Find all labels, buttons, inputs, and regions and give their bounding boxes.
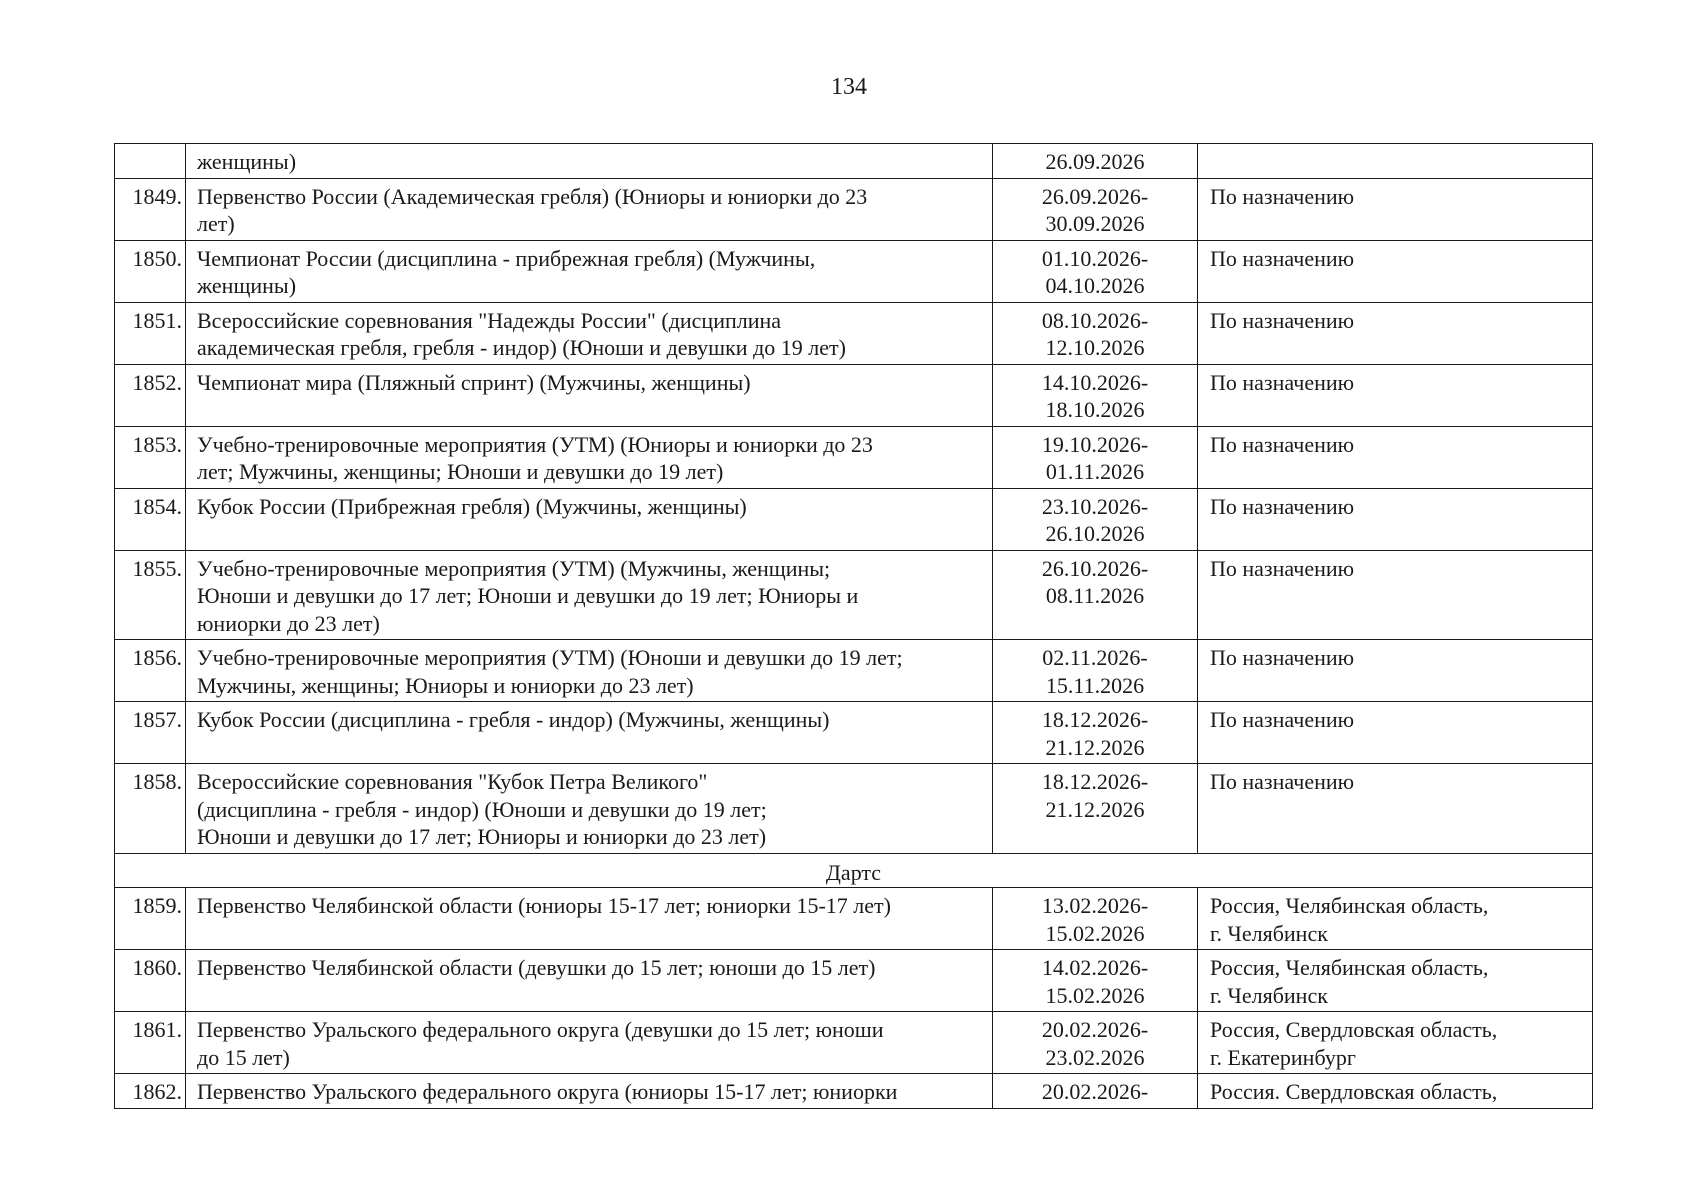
event-place-line: Россия. Свердловская область,	[1210, 1079, 1498, 1104]
event-name	[186, 1074, 993, 1109]
event-place-line: По назначению	[1210, 431, 1355, 457]
event-name	[186, 764, 993, 854]
event-place-line: По назначению	[1210, 645, 1355, 670]
event-number: 1853.	[115, 426, 186, 488]
table-row	[115, 1074, 1593, 1109]
event-name-line: Первенство России (Академическая гребля) (Юниоры и юниорки до 23	[197, 183, 868, 209]
event-dates-line: 01.10.2026-	[1041, 245, 1149, 271]
event-number: 1860.	[115, 950, 186, 1012]
event-place-line: г. Челябинск	[1210, 920, 1328, 946]
event-place	[1198, 488, 1593, 550]
event-place-line: По назначению	[1210, 183, 1355, 209]
event-dates-line: 26.10.2026-	[1041, 555, 1149, 581]
event-number	[115, 144, 186, 179]
event-place-line: Россия, Свердловская область,	[1210, 1017, 1498, 1042]
event-dates-line: 26.10.2026	[1045, 521, 1145, 546]
table-row	[115, 302, 1593, 364]
event-place	[1198, 1074, 1593, 1109]
event-name-line: Всероссийские соревнования "Кубок Петра Великого"	[197, 769, 708, 794]
event-name-line: Юноши и девушки до 17 лет; Юниоры и юниорки до 23 лет)	[197, 824, 767, 849]
event-dates	[993, 144, 1198, 179]
event-name-line: Чемпионат мира (Пляжный спринт) (Мужчины, женщины)	[197, 369, 751, 395]
event-place	[1198, 764, 1593, 854]
event-dates-line: 15.02.2026	[1045, 982, 1145, 1008]
event-dates-line: 13.02.2026-	[1041, 893, 1149, 918]
event-number: 1851.	[115, 302, 186, 364]
event-dates-line: 04.10.2026	[1045, 273, 1145, 298]
event-dates	[993, 950, 1198, 1012]
section-header-row	[115, 853, 1593, 888]
event-dates	[993, 178, 1198, 240]
event-name-line: Мужчины, женщины; Юниоры и юниорки до 23 лет)	[197, 672, 694, 698]
table-row	[115, 488, 1593, 550]
event-name-line: Кубок России (дисциплина - гребля - индор) (Мужчины, женщины)	[197, 707, 830, 732]
event-dates-line: 30.09.2026	[1045, 211, 1145, 236]
event-dates	[993, 364, 1198, 426]
event-place-line: По назначению	[1210, 707, 1355, 732]
event-dates-line: 14.10.2026-	[1041, 369, 1149, 395]
event-name-line: Учебно-тренировочные мероприятия (УТМ) (Юниоры и юниорки до 23	[197, 431, 873, 457]
event-dates-line: 20.02.2026-	[1041, 1079, 1149, 1104]
event-place-line: г. Челябинск	[1210, 982, 1328, 1008]
table-row	[115, 550, 1593, 640]
event-dates	[993, 240, 1198, 302]
event-name-line: лет)	[197, 211, 235, 236]
event-number: 1858.	[115, 764, 186, 854]
event-dates-line: 26.09.2026	[1045, 149, 1145, 174]
event-name-line: Юноши и девушки до 17 лет; Юноши и девушки до 19 лет; Юниоры и	[197, 583, 859, 608]
event-place-line: По назначению	[1210, 769, 1355, 794]
event-name-line: до 15 лет)	[197, 1044, 290, 1070]
event-place	[1198, 144, 1593, 179]
event-dates-line: 02.11.2026-	[1042, 645, 1148, 670]
event-number: 1862.	[115, 1074, 186, 1109]
event-dates	[993, 764, 1198, 854]
event-dates-line: 26.09.2026-	[1041, 183, 1149, 209]
event-place	[1198, 178, 1593, 240]
event-number: 1850.	[115, 240, 186, 302]
event-dates	[993, 302, 1198, 364]
event-name-line: академическая гребля, гребля - индор) (Юноши и девушки до 19 лет)	[197, 335, 846, 360]
event-place-line: По назначению	[1210, 307, 1355, 333]
event-dates-line: 01.11.2026	[1045, 459, 1145, 484]
event-number: 1849.	[115, 178, 186, 240]
event-name-line: Первенство Челябинской области (девушки до 15 лет; юноши до 15 лет)	[197, 955, 876, 980]
event-dates-line: 19.10.2026-	[1041, 431, 1149, 457]
event-name	[186, 888, 993, 950]
event-name-line: Чемпионат России (дисциплина - прибрежная гребля) (Мужчины,	[197, 245, 816, 271]
event-name-line: юниорки до 23 лет)	[197, 610, 380, 636]
event-place	[1198, 640, 1593, 702]
table-row	[115, 640, 1593, 702]
event-name	[186, 240, 993, 302]
event-number: 1856.	[115, 640, 186, 702]
event-name	[186, 702, 993, 764]
event-dates	[993, 550, 1198, 640]
table-row	[115, 240, 1593, 302]
event-dates-line: 20.02.2026-	[1041, 1017, 1149, 1042]
event-number: 1861.	[115, 1012, 186, 1074]
event-name	[186, 426, 993, 488]
event-place-line: Россия, Челябинская область,	[1210, 955, 1489, 980]
event-place	[1198, 426, 1593, 488]
event-dates-line: 18.12.2026-	[1041, 707, 1149, 732]
event-dates-line: 23.10.2026-	[1041, 493, 1149, 519]
event-number: 1859.	[115, 888, 186, 950]
event-name-line: Первенство Челябинской области (юниоры 15-17 лет; юниорки 15-17 лет)	[197, 893, 891, 918]
section-title: Дартс	[115, 853, 1593, 888]
event-name-line: лет; Мужчины, женщины; Юноши и девушки до 19 лет)	[197, 459, 724, 484]
page-number: 134	[831, 74, 867, 100]
table-row	[115, 1012, 1593, 1074]
event-dates	[993, 640, 1198, 702]
event-name	[186, 144, 993, 179]
event-name-line: Учебно-тренировочные мероприятия (УТМ) (Юноши и девушки до 19 лет;	[197, 645, 903, 670]
event-name-line: женщины)	[197, 273, 297, 298]
event-number: 1857.	[115, 702, 186, 764]
event-number: 1855.	[115, 550, 186, 640]
table-row	[115, 364, 1593, 426]
table-row	[115, 426, 1593, 488]
event-dates	[993, 1074, 1198, 1109]
event-dates-line: 08.10.2026-	[1041, 307, 1149, 333]
table-row	[115, 144, 1593, 179]
event-name-line: Первенство Уральского федерального округа (юниоры 15-17 лет; юниорки	[197, 1079, 898, 1104]
event-number: 1854.	[115, 488, 186, 550]
event-dates-line: 12.10.2026	[1045, 335, 1145, 360]
event-place-line: По назначению	[1210, 245, 1355, 271]
event-place-line: Россия, Челябинская область,	[1210, 893, 1489, 918]
event-name	[186, 640, 993, 702]
event-dates	[993, 488, 1198, 550]
event-place-line: г. Екатеринбург	[1210, 1044, 1356, 1070]
event-place	[1198, 950, 1593, 1012]
event-dates	[993, 1012, 1198, 1074]
event-dates-line: 23.02.2026	[1045, 1044, 1145, 1070]
event-dates-line: 18.12.2026-	[1041, 769, 1149, 794]
event-dates-line: 21.12.2026	[1045, 734, 1145, 760]
event-name-line: Учебно-тренировочные мероприятия (УТМ) (Мужчины, женщины;	[197, 555, 831, 581]
table-row	[115, 702, 1593, 764]
events-table	[114, 143, 1593, 1109]
event-dates	[993, 702, 1198, 764]
event-place	[1198, 550, 1593, 640]
event-dates-line: 21.12.2026	[1045, 796, 1145, 822]
event-name	[186, 1012, 993, 1074]
event-name-line: Всероссийские соревнования "Надежды России" (дисциплина	[197, 307, 782, 333]
event-dates-line: 18.10.2026	[1045, 397, 1145, 422]
event-dates	[993, 888, 1198, 950]
event-name-line: Кубок России (Прибрежная гребля) (Мужчины, женщины)	[197, 493, 747, 519]
event-place-line: По назначению	[1210, 369, 1355, 395]
event-dates	[993, 426, 1198, 488]
event-name-line: женщины)	[197, 149, 297, 174]
table-row	[115, 764, 1593, 854]
event-name-line: Первенство Уральского федерального округа (девушки до 15 лет; юноши	[197, 1017, 884, 1042]
event-name	[186, 488, 993, 550]
event-name	[186, 550, 993, 640]
event-place	[1198, 364, 1593, 426]
table-row	[115, 950, 1593, 1012]
event-number: 1852.	[115, 364, 186, 426]
event-name	[186, 302, 993, 364]
event-place-line: По назначению	[1210, 555, 1355, 581]
table-row	[115, 178, 1593, 240]
event-dates-line: 15.02.2026	[1045, 920, 1145, 946]
event-place	[1198, 888, 1593, 950]
event-place	[1198, 1012, 1593, 1074]
event-name	[186, 364, 993, 426]
events-table-body	[115, 144, 1593, 1109]
event-name	[186, 178, 993, 240]
event-name-line: (дисциплина - гребля - индор) (Юноши и девушки до 19 лет;	[197, 796, 767, 822]
event-place	[1198, 302, 1593, 364]
table-row	[115, 888, 1593, 950]
event-dates-line: 14.02.2026-	[1041, 955, 1149, 980]
event-name	[186, 950, 993, 1012]
event-dates-line: 15.11.2026	[1045, 672, 1145, 698]
event-place	[1198, 240, 1593, 302]
event-place-line: По назначению	[1210, 493, 1355, 519]
event-dates-line: 08.11.2026	[1045, 583, 1145, 608]
event-place	[1198, 702, 1593, 764]
